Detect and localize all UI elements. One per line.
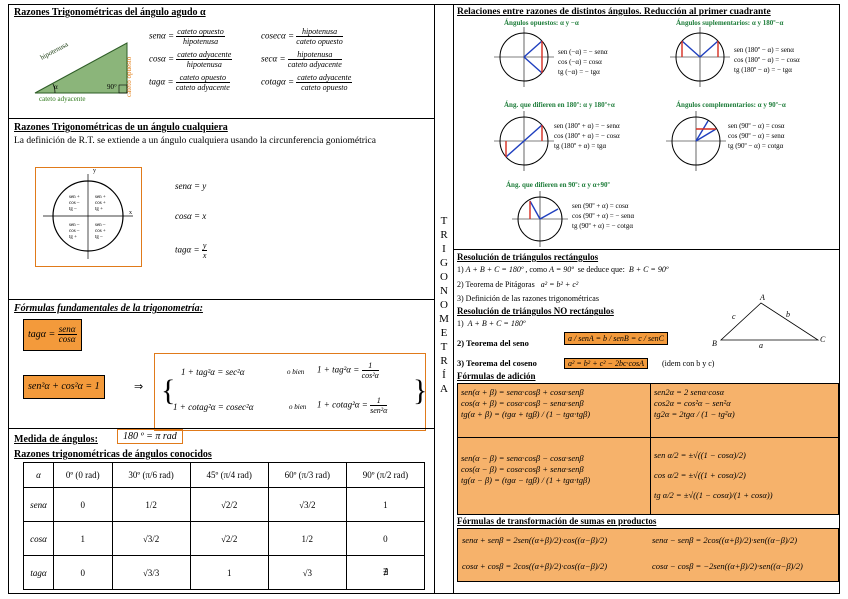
- tag-def: [149, 73, 230, 92]
- tag-yx-lhs: tagα =: [175, 244, 200, 255]
- table-header-cell: 30º (π/6 rad): [112, 463, 190, 488]
- identity-1b-den: cos²α: [361, 371, 379, 380]
- obien-1: o bien: [287, 368, 305, 376]
- table-row: [24, 556, 425, 590]
- opp-label: cateto opuesto: [125, 56, 133, 97]
- divider: [9, 118, 434, 119]
- complementarios-circle: [666, 111, 726, 171]
- tag-def-num: cateto opuesto: [176, 73, 230, 83]
- opuestos-label: Ángulos opuestos: α y −α: [504, 19, 579, 27]
- cos-def-lhs: cosα =: [149, 53, 175, 64]
- tag-identity-den: cosα: [58, 334, 76, 345]
- r5-title: Fórmulas de transformación de sumas en productos: [457, 516, 657, 526]
- identity-1b: [317, 361, 379, 380]
- table-row: [24, 488, 425, 522]
- tag-def-lhs: tagα =: [149, 76, 174, 87]
- title-letter: M: [439, 313, 449, 325]
- title-letter: R: [440, 229, 448, 241]
- title-letter: O: [440, 299, 448, 311]
- cos-def-den: hipotenusa: [186, 60, 222, 69]
- sum-to-product-1: senα + senβ = 2sen((α+β)/2)·cos((α−β)/2): [462, 535, 608, 545]
- r2-title: Resolución de triángulos rectángulos: [457, 252, 599, 262]
- axis-x-label: x: [129, 210, 132, 216]
- difieren90-label: Áng. que difieren en 90º: α y α+90º: [506, 181, 610, 189]
- title-letter: T: [440, 215, 448, 227]
- title-letter: N: [440, 285, 448, 297]
- identity-1b-num: 1: [362, 361, 379, 371]
- vertex-C: C: [820, 335, 826, 344]
- quadrant-3: sen – cos – tg +: [69, 223, 80, 240]
- table-cell: 0: [53, 556, 112, 590]
- complementarios-formulas: sen (90º − α) = cosα cos (90º − α) = senα tg (90º − α) = cotgα: [728, 122, 785, 150]
- quadrant-4: sen – cos + tg –: [95, 223, 106, 240]
- title-letter: E: [440, 327, 448, 339]
- sec1-title: Razones Trigonométricas del ángulo agudo α: [14, 7, 206, 18]
- sec5-title: Razones trigonométricas de ángulos conocidos: [14, 449, 212, 460]
- sen-y: senα = y: [175, 181, 207, 191]
- left-column: [9, 5, 434, 593]
- sum-to-product-4: cosα − cosβ = −2sen((α+β)/2)·sen((α−β)/2): [652, 561, 803, 571]
- quadrant-2: sen + cos – tg –: [69, 195, 80, 212]
- cos-x: cosα = x: [175, 211, 207, 221]
- cotag-def-den: cateto opuesto: [301, 83, 348, 92]
- sec4-title: Medida de ángulos:: [14, 434, 98, 445]
- table-cell: 1/2: [112, 488, 190, 522]
- table-cell: √2/2: [190, 522, 268, 556]
- derived-identities-box: [154, 353, 426, 431]
- sec2-title: Razones Trigonométricas de un ángulo cualquiera: [14, 122, 228, 133]
- sec-def-den: cateto adyacente: [287, 60, 342, 69]
- tag-yx: [175, 241, 207, 260]
- table-cell: senα: [24, 488, 54, 522]
- title-letter: A: [440, 383, 448, 395]
- half-formulas: sen α/2 = ±√((1 − cosα)/2) cos α/2 = ±√((1 + cosα)/2) tg α/2 = ±√((1 − cosα)/(1 + cosα)): [654, 450, 773, 500]
- table-cell: 1/2: [268, 522, 346, 556]
- table-cell: 0: [53, 488, 112, 522]
- table-header-cell: α: [24, 463, 54, 488]
- tag-identity: [23, 319, 82, 351]
- title-letter: Í: [442, 369, 446, 381]
- table-row: [24, 522, 425, 556]
- vertex-B: B: [712, 339, 717, 348]
- identity-2b: [317, 396, 387, 415]
- oblique-triangle: [716, 295, 826, 347]
- cos-def: [149, 50, 232, 69]
- table-header-cell: 90º (π/2 rad): [346, 463, 424, 488]
- tag-def-den: cateto adyacente: [175, 83, 230, 92]
- r4-title: Fórmulas de adición: [457, 371, 536, 381]
- sec-def-lhs: secα =: [261, 53, 286, 64]
- divider: [454, 249, 839, 250]
- table-cell: √3/3: [112, 556, 190, 590]
- coseno-label: 3) Teorema del coseno: [457, 358, 537, 368]
- table-header-cell: 45º (π/4 rad): [190, 463, 268, 488]
- double-formulas: sen2α = 2 senα·cosα cos2α = cos²α − sen²α tg2α = 2tgα / (1 − tg²α): [654, 387, 735, 419]
- middle-column: [434, 5, 454, 593]
- tag-identity-num: senα: [58, 324, 76, 335]
- title-letter: O: [440, 271, 448, 283]
- diff-formulas: sen(α − β) = senα·cosβ − cosα·senβ cos(α − β) = cosα·cosβ + senα·senβ tg(α − β) = (tgα − tgβ) / (1 + tgα·tgβ): [461, 453, 591, 485]
- identity-2b-den: sen²α: [370, 406, 388, 415]
- suplementarios-label: Ángulos suplementarios: α y 180º−α: [676, 19, 784, 27]
- sum-to-product-2: senα − senβ = 2cos((α+β)/2)·sen((α−β)/2): [652, 535, 798, 545]
- sec-def-num: hipotenusa: [288, 50, 342, 60]
- quadrant-1: sen + cos + tg +: [95, 195, 106, 212]
- right-column: [454, 5, 839, 593]
- implies-arrow: ⇒: [134, 381, 144, 393]
- sec3-title: Fórmulas fundamentales de la trigonometría:: [14, 303, 203, 314]
- table-cell: √2/2: [190, 488, 268, 522]
- sum-formulas: sen(α + β) = senα·cosβ + cosα·senβ cos(α + β) = cosα·cosβ − senα·senβ tg(α + β) = (tgα + tgβ) / (1 − tgα·tgβ): [461, 387, 591, 419]
- table-cell: 1: [346, 488, 424, 522]
- identity-1b-lhs: 1 + tag²α =: [317, 364, 360, 375]
- pythagorean-identity: sen²α + cos²α = 1: [23, 375, 105, 399]
- r3-title: Resolución de triángulos NO rectángulos: [457, 306, 614, 316]
- table-cell: 1: [190, 556, 268, 590]
- opuestos-circle: [494, 27, 554, 87]
- seno-box: a / senA = b / senB = c / senC: [564, 332, 668, 345]
- sen-def-lhs: senα =: [149, 30, 175, 41]
- divider: [9, 428, 434, 429]
- cosec-def-num: hipotenusa: [296, 27, 342, 37]
- title-letter: G: [440, 257, 448, 269]
- opuestos-formulas: sen (−α) = − senα cos (−α) = cosα tg (−α) = − tgα: [558, 48, 608, 76]
- cotag-def: [261, 73, 352, 92]
- table-cell: ∄: [346, 556, 424, 590]
- identity-1a: 1 + tag²α = sec²α: [181, 367, 245, 377]
- brace-left: {: [161, 374, 176, 407]
- seno-label: 2) Teorema del seno: [457, 338, 529, 348]
- complementarios-label: Ángulos complementarios: α y 90º−α: [676, 101, 786, 109]
- tag-yx-num: y: [202, 241, 207, 250]
- tag-identity-lhs: tagα =: [28, 329, 56, 340]
- side-c: c: [732, 312, 736, 321]
- table-header-cell: 60º (π/3 rad): [268, 463, 346, 488]
- cotag-def-lhs: cotagα =: [261, 76, 295, 87]
- identity-2b-num: 1: [370, 396, 387, 406]
- tag-yx-den: x: [202, 251, 207, 260]
- coseno-box: a² = b² + c² − 2bc·cosA: [564, 358, 648, 369]
- difieren180-formulas: sen (180º + α) = − senα cos (180º + α) = − cosα tg (180º + α) = tgα: [554, 122, 620, 150]
- degree-rad-box: 180 º = π rad: [117, 429, 183, 444]
- title-letter: T: [440, 341, 448, 353]
- table-cell: √3/2: [112, 522, 190, 556]
- adj-label: cateto adyacente: [39, 95, 86, 103]
- side-a: a: [759, 341, 763, 350]
- side-b: b: [786, 310, 790, 319]
- difieren90-formulas: sen (90º + α) = cosα cos (90º + α) = − senα tg (90º + α) = − cotgα: [572, 202, 635, 230]
- divider: [9, 299, 434, 300]
- r1-title: Relaciones entre razones de distintos ángulos. Reducción al primer cuadrante: [457, 7, 771, 17]
- vertex-A: A: [760, 293, 765, 302]
- table-cell: 0: [346, 522, 424, 556]
- table-header-cell: 0º (0 rad): [53, 463, 112, 488]
- formula-sheet: [8, 4, 840, 594]
- difieren180-circle: [494, 111, 554, 171]
- coseno-note: (idem con b y c): [662, 359, 715, 368]
- cosec-def-den: cateto opuesto: [296, 37, 343, 46]
- table-cell: 1: [53, 522, 112, 556]
- r2-line1: 1) A + B + C = 180º , como A = 90º se deduce que: B + C = 90º: [457, 265, 669, 274]
- table-cell: tagα: [24, 556, 54, 590]
- table-header-row: [24, 463, 425, 488]
- difieren180-label: Áng. que difieren en 180º: α y 180º+α: [504, 101, 615, 109]
- table-cell: √3: [268, 556, 346, 590]
- sen-def-den: hipotenusa: [182, 37, 219, 46]
- identity-2b-lhs: 1 + cotag²α =: [317, 399, 368, 410]
- suplementarios-circle: [670, 27, 730, 87]
- cotag-def-num: cateto adyacente: [297, 73, 352, 82]
- brace-right: }: [413, 374, 428, 407]
- sen-def-num: cateto opuesto: [177, 27, 224, 36]
- r2-line3: 3) Definición de las razones trigonométricas: [457, 294, 599, 303]
- sec-def: [261, 50, 342, 69]
- unit-circle: [39, 171, 137, 261]
- title-letter: R: [440, 355, 448, 367]
- obien-2: o bien: [289, 403, 307, 411]
- cosec-def: [261, 27, 343, 46]
- table-cell: cosα: [24, 522, 54, 556]
- cosec-def-lhs: cosecα =: [261, 30, 295, 41]
- right-angle-label: 90°: [107, 83, 117, 91]
- cos-def-num: cateto adyacente: [177, 50, 232, 59]
- axis-y-label: y: [93, 168, 96, 174]
- sen-def: [149, 27, 225, 46]
- identity-2a: 1 + cotag²α = cosec²α: [173, 402, 254, 412]
- title-letter: I: [442, 243, 446, 255]
- alpha-label: α: [54, 83, 58, 91]
- hyp-label: hipotenusa: [38, 40, 70, 62]
- known-angles-table: [23, 462, 425, 590]
- sum-to-product-3: cosα + cosβ = 2cos((α+β)/2)·cos((α−β)/2): [462, 561, 608, 571]
- table-cell: √3/2: [268, 488, 346, 522]
- r2-line2: 2) Teorema de Pitágoras a² = b² + c²: [457, 280, 579, 289]
- r3-line1: 1) A + B + C = 180º: [457, 319, 526, 328]
- suplementarios-formulas: sen (180º − α) = senα cos (180º − α) = − cosα tg (180º − α) = − tgα: [734, 46, 800, 74]
- difieren90-circle: [512, 191, 568, 247]
- sec2-text: La definición de R.T. se extiende a un ángulo cualquiera usando la circunferencia goniométrica: [14, 136, 376, 146]
